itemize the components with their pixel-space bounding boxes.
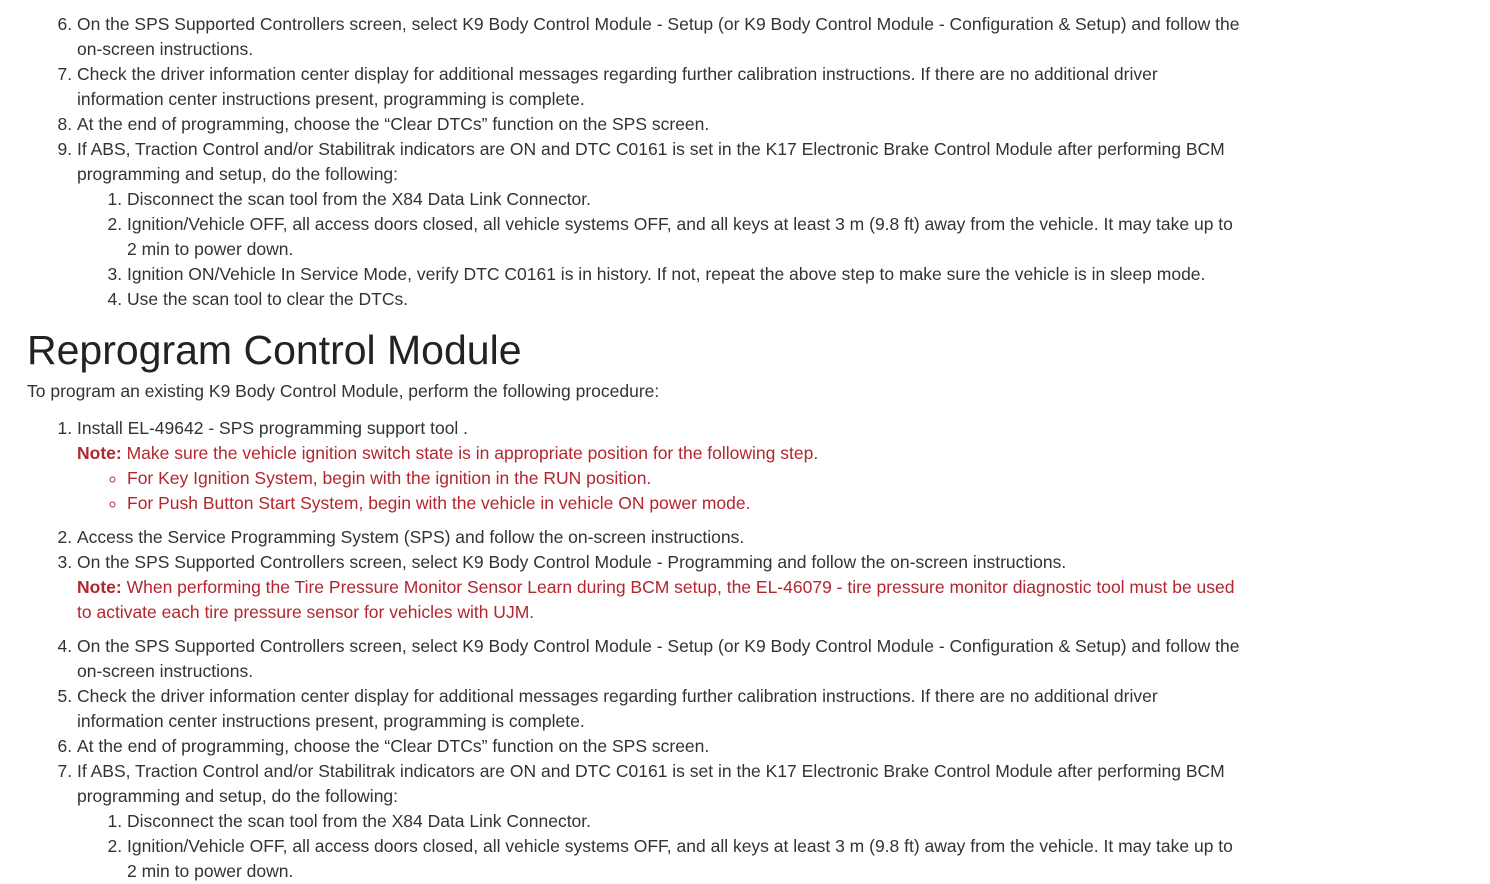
list-item <box>77 416 1242 516</box>
note-bullet: ◦ For Key Ignition System, begin with the ignition in the RUN position. <box>127 466 1242 491</box>
note-bullet-list <box>77 466 1242 516</box>
sub-list-item: 1. Disconnect the scan tool from the X84 Data Link Connector. <box>127 809 1242 834</box>
sub-list-item: 2. Ignition/Vehicle OFF, all access doors closed, all vehicle systems OFF, and all keys at least 3 m (9.8 ft) away from the vehicle. It may take up to 2 min to power down. <box>127 834 1242 884</box>
list-item: 8. At the end of programming, choose the “Clear DTCs” function on the SPS screen. <box>77 112 1242 137</box>
list-item: 2. Access the Service Programming System (SPS) and follow the on-screen instructions. <box>77 525 1242 550</box>
sub-list-item: 2. Ignition/Vehicle OFF, all access doors closed, all vehicle systems OFF, and all keys at least 3 m (9.8 ft) away from the vehicle. It may take up to 2 min to power down. <box>127 212 1242 262</box>
document-content <box>27 12 1242 884</box>
note-label: Note: <box>77 443 122 463</box>
sub-list-item: 3. Ignition ON/Vehicle In Service Mode, verify DTC C0161 is in history. If not, repeat the above step to make sure the vehicle is in sleep mode. <box>127 262 1242 287</box>
note-bullet: ◦ For Push Button Start System, begin with the vehicle in vehicle ON power mode. <box>127 491 1242 516</box>
list-item: 6. At the end of programming, choose the “Clear DTCs” function on the SPS screen. <box>77 734 1242 759</box>
list-item: 5. Check the driver information center display for additional messages regarding further calibration instructions. If there are no additional driver information center instructions present, programming is complete. <box>77 684 1242 734</box>
section-intro: To program an existing K9 Body Control Module, perform the following procedure: <box>27 381 660 401</box>
list-item <box>77 550 1242 625</box>
list-item-text: If ABS, Traction Control and/or Stabilitrak indicators are ON and DTC C0161 is set in the K17 Electronic Brake Control Module after performing BCM programming and setup, do the following: <box>77 139 1225 184</box>
list-item: 4. On the SPS Supported Controllers screen, select K9 Body Control Module - Setup (or K9 Body Control Module - Configuration & Setup) and follow the on-screen instructions. <box>77 634 1242 684</box>
list-item <box>77 759 1242 884</box>
continued-step-list <box>27 12 1242 312</box>
list-item-text: On the SPS Supported Controllers screen, select K9 Body Control Module - Programming and follow the on-screen instructions. <box>77 552 1067 572</box>
note-text: Make sure the vehicle ignition switch state is in appropriate position for the following step. <box>121 443 819 463</box>
sub-step-list <box>77 809 1242 884</box>
note-label: Note: <box>77 577 122 597</box>
note <box>77 575 1242 625</box>
list-item: 7. Check the driver information center display for additional messages regarding further calibration instructions. If there are no additional driver information center instructions present, programming is complete. <box>77 62 1242 112</box>
sub-list-item: 4. Use the scan tool to clear the DTCs. <box>127 287 1242 312</box>
list-item: 6. On the SPS Supported Controllers screen, select K9 Body Control Module - Setup (or K9 Body Control Module - Configuration & Setup) and follow the on-screen instructions. <box>77 12 1242 62</box>
note-text: When performing the Tire Pressure Monitor Sensor Learn during BCM setup, the EL-46079 - tire pressure monitor diagnostic tool must be used to activate each tire pressure sensor for vehicles with UJM. <box>77 577 1235 622</box>
list-item-text: If ABS, Traction Control and/or Stabilitrak indicators are ON and DTC C0161 is set in the K17 Electronic Brake Control Module after performing BCM programming and setup, do the following: <box>77 761 1225 806</box>
sub-list-item: 1. Disconnect the scan tool from the X84 Data Link Connector. <box>127 187 1242 212</box>
list-item <box>77 137 1242 312</box>
section-heading: Reprogram Control Module <box>27 327 522 373</box>
reprogram-step-list <box>27 416 1242 884</box>
list-item-text: Install EL-49642 - SPS programming support tool . <box>77 418 469 438</box>
note <box>77 441 1242 466</box>
sub-step-list <box>77 187 1242 312</box>
